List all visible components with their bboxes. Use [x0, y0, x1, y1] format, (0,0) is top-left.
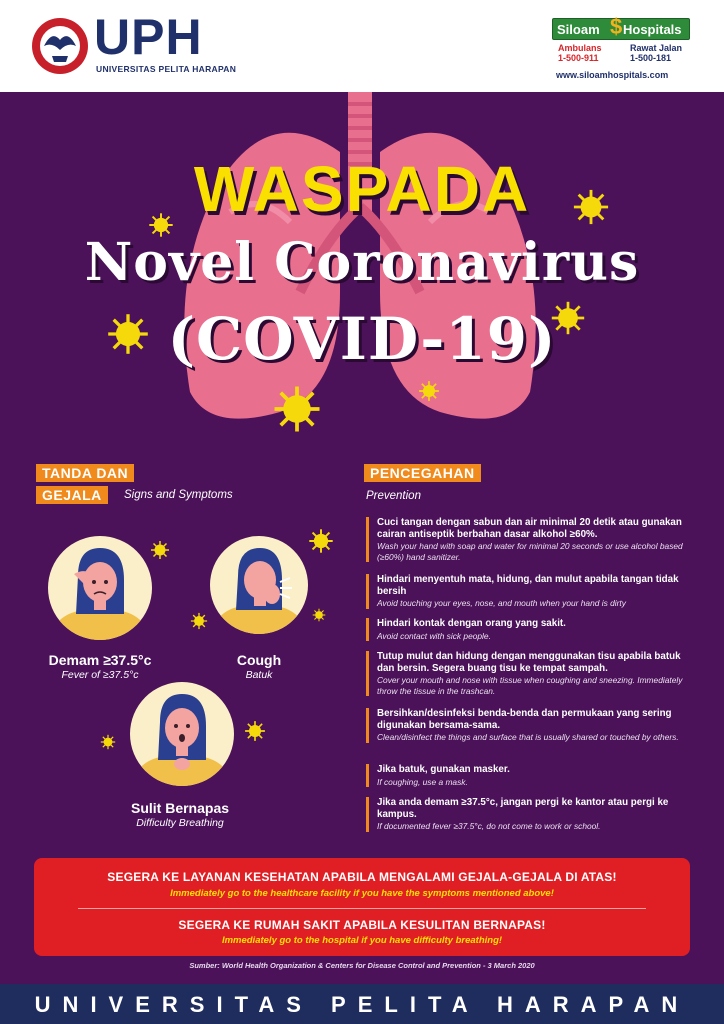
- prevention-item-main: Cuci tangan dengan sabun dan air minimal 20 detik atau gunakan cairan antiseptik berbahan dasar alkohol ≥60%.: [377, 517, 682, 540]
- symptoms-heading-line2: GEJALA: [36, 486, 108, 504]
- uph-logo-subtitle: UNIVERSITAS PELITA HARAPAN: [96, 64, 237, 74]
- prevention-item-main: Bersihkan/desinfeksi benda-benda dan permukaan yang sering digunakan bersama-sama.: [377, 708, 672, 731]
- alert-divider: [78, 908, 646, 909]
- prevention-item-sub: If documented fever ≥37.5°c, do not come to work or school.: [377, 821, 601, 831]
- fever-person-icon: [48, 536, 152, 640]
- siloam-url: www.siloamhospitals.com: [556, 70, 669, 80]
- prevention-item-main: Hindari menyentuh mata, hidung, dan mulut apabila tangan tidak bersih: [377, 574, 679, 597]
- symptom-fever-title: Demam ≥37.5°c: [48, 652, 152, 668]
- outpatient-number: 1-500-181: [630, 53, 672, 63]
- siloam-brand-left: Siloam: [557, 22, 600, 37]
- prevention-subheading: Prevention: [366, 490, 421, 502]
- siloam-brand-right: Hospitals: [623, 22, 682, 37]
- prevention-item: [366, 764, 696, 787]
- prevention-item-main: Jika anda demam ≥37.5°c, jangan pergi ke kantor atau pergi ke kampus.: [377, 797, 669, 820]
- prevention-item: [366, 651, 696, 696]
- title-covid19: (COVID-19): [167, 305, 557, 373]
- breathing-illustration: [130, 682, 234, 786]
- symptom-cough-title: Cough: [236, 652, 282, 668]
- header-bar: [0, 0, 724, 92]
- symptom-breathing-subtitle: Difficulty Breathing: [136, 817, 224, 829]
- prevention-item-sub: If coughing, use a mask.: [377, 776, 468, 787]
- virus-icon: [418, 380, 440, 402]
- virus-icon: [244, 720, 266, 742]
- ambulance-label: Ambulans: [558, 43, 602, 53]
- prevention-item-main: Tutup mulut dan hidung dengan menggunakan tisu apabila batuk dan bersin. Segera buang tisu ke tempat sampah.: [377, 651, 681, 674]
- symptoms-heading-line1: TANDA DAN: [36, 464, 134, 482]
- outpatient-contact: [630, 43, 682, 63]
- alert-2-main: SEGERA KE RUMAH SAKIT APABILA KESULITAN BERNAPAS!: [178, 918, 546, 932]
- ambulance-contact: [558, 43, 602, 63]
- title-novel-coronavirus: Novel Coronavirus: [84, 232, 640, 293]
- source-citation: Sumber: World Health Organization & Centers for Disease Control and Prevention - 3 March 2020: [189, 961, 535, 970]
- prevention-item-sub: Avoid contact with sick people.: [377, 630, 491, 641]
- ambulance-number: 1-500-911: [558, 53, 599, 63]
- symptom-breathing-title: Sulit Bernapas: [130, 800, 230, 816]
- prevention-item-sub: Avoid touching your eyes, nose, and mouth when your hand is dirty: [377, 598, 626, 608]
- siloam-hospitals-logo: [552, 14, 692, 84]
- footer-bar: [0, 984, 724, 1024]
- cough-person-icon: [210, 536, 308, 634]
- virus-icon: [150, 540, 170, 560]
- alert-1-main: SEGERA KE LAYANAN KESEHATAN APABILA MENGALAMI GEJALA-GEJALA DI ATAS!: [107, 870, 617, 884]
- fever-illustration: [48, 536, 152, 640]
- prevention-item: [366, 797, 696, 832]
- uph-logo-text: UPH: [94, 9, 203, 65]
- virus-icon: [100, 734, 116, 750]
- virus-icon: [312, 608, 326, 622]
- breathing-person-icon: [130, 682, 234, 786]
- alert-box: [34, 858, 690, 956]
- virus-icon: [308, 528, 334, 554]
- symptom-cough-subtitle: Batuk: [245, 669, 273, 681]
- alert-1-sub: Immediately go to the healthcare facility if you have the symptoms mentioned above!: [170, 888, 554, 899]
- prevention-item: [366, 708, 696, 743]
- siloam-mark-icon: $: [610, 14, 623, 39]
- prevention-item: [366, 618, 696, 641]
- symptom-fever-subtitle: Fever of ≥37.5°c: [61, 669, 139, 681]
- cough-illustration: [210, 536, 308, 634]
- prevention-item-sub: Clean/disinfect the things and surface that is usually shared or touched by others.: [377, 732, 679, 742]
- prevention-heading: PENCEGAHAN: [364, 464, 481, 482]
- uph-emblem-icon: [30, 16, 90, 76]
- virus-icon: [190, 612, 208, 630]
- outpatient-label: Rawat Jalan: [630, 43, 683, 53]
- title-waspada: WASPADA: [193, 153, 531, 225]
- prevention-item-main: Jika batuk, gunakan masker.: [377, 764, 510, 775]
- prevention-item: [366, 517, 696, 562]
- alert-2-sub: Immediately go to the hospital if you have difficulty breathing!: [221, 935, 503, 946]
- prevention-item-main: Hindari kontak dengan orang yang sakit.: [377, 618, 566, 629]
- symptoms-subheading: Signs and Symptoms: [124, 489, 233, 501]
- prevention-item-sub: Cover your mouth and nose with tissue when coughing and sneezing. Immediately throw the tissue in the trashcan.: [377, 675, 683, 696]
- footer-university-name: UNIVERSITAS PELITA HARAPAN: [34, 992, 690, 1017]
- virus-icon: [272, 384, 322, 434]
- prevention-item-sub: Wash your hand with soap and water for minimal 20 seconds or use alcohol based (≥60%) hand sanitizer.: [377, 541, 683, 562]
- prevention-item: [366, 574, 696, 609]
